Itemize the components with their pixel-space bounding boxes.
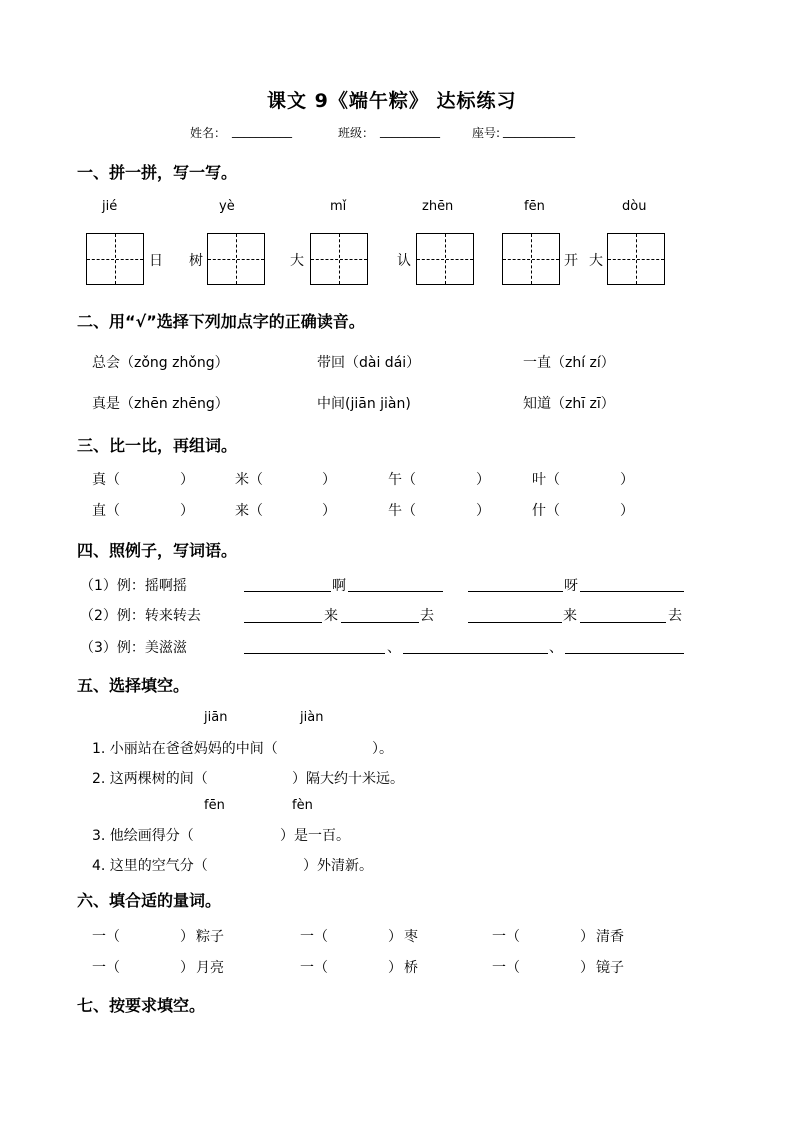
answer-blank[interactable]	[565, 653, 684, 654]
example-2: （2）例：转来转去	[80, 608, 201, 624]
pronunciation-item[interactable]: 知道（zhī zī）	[523, 396, 615, 412]
writing-box[interactable]	[310, 233, 368, 285]
question-2-end: ）隔大约十米远。	[292, 771, 404, 787]
question-4-end: ）外清新。	[303, 858, 373, 874]
measure-open: 一（	[92, 929, 120, 945]
measure-noun: 粽子	[196, 929, 224, 945]
paren-close: ）	[180, 503, 194, 519]
measure-open: 一（	[492, 929, 520, 945]
separator: 、	[387, 640, 401, 656]
separator: 、	[549, 640, 563, 656]
answer-blank[interactable]	[580, 622, 666, 623]
example-3: （3）例：美滋滋	[80, 640, 187, 656]
infix-char: 去	[420, 608, 434, 624]
pinyin-label: fèn	[292, 798, 313, 813]
question-1-end: ）。	[372, 741, 393, 757]
paren-close: ）	[476, 503, 490, 519]
infix-char: 去	[668, 608, 682, 624]
seat-label: 座号:	[472, 126, 501, 140]
context-char: 树	[189, 253, 203, 269]
answer-blank[interactable]	[403, 653, 548, 654]
infix-char: 来	[563, 608, 577, 624]
measure-noun: 清香	[596, 929, 624, 945]
class-label: 班级：	[338, 126, 375, 140]
answer-blank[interactable]	[580, 591, 684, 592]
section-7-heading: 七、按要求填空。	[77, 996, 206, 1015]
measure-close: ）	[580, 960, 594, 976]
answer-blank[interactable]	[244, 591, 331, 592]
answer-blank[interactable]	[244, 622, 322, 623]
measure-open: 一（	[300, 960, 328, 976]
pronunciation-item[interactable]: 真是（zhēn zhēng）	[92, 396, 229, 412]
section-3-heading: 三、比一比，再组词。	[77, 436, 238, 455]
context-char: 大	[589, 253, 603, 269]
section-5-heading: 五、选择填空。	[77, 676, 190, 695]
pinyin-label: jié	[102, 199, 118, 214]
section-2-heading: 二、用“√”选择下列加点字的正确读音。	[77, 312, 365, 331]
section-4-heading: 四、照例子，写词语。	[77, 541, 238, 560]
class-field[interactable]: __________	[380, 124, 440, 138]
question-1: 1. 小丽站在爸爸妈妈的中间（	[92, 741, 278, 757]
writing-box[interactable]	[416, 233, 474, 285]
measure-close: ）	[388, 929, 402, 945]
infix-char: 呀	[564, 578, 578, 594]
measure-close: ）	[180, 960, 194, 976]
paren-close: ）	[180, 472, 194, 488]
compare-char: 来（	[235, 503, 263, 519]
measure-open: 一（	[92, 960, 120, 976]
section-1-heading: 一、拼一拼，写一写。	[77, 163, 238, 182]
name-label: 姓名：	[190, 126, 227, 140]
question-3: 3. 他绘画得分（	[92, 828, 194, 844]
infix-char: 啊	[332, 578, 346, 594]
measure-open: 一（	[300, 929, 328, 945]
measure-noun: 镜子	[596, 960, 624, 976]
pronunciation-item[interactable]: 中间(jiān jiàn)	[317, 396, 411, 412]
paren-close: ）	[476, 472, 490, 488]
pinyin-label: jiān	[204, 710, 228, 725]
pinyin-label: fēn	[204, 798, 225, 813]
compare-char: 米（	[235, 472, 263, 488]
compare-char: 真（	[92, 472, 120, 488]
answer-blank[interactable]	[244, 653, 385, 654]
context-char: 日	[149, 253, 163, 269]
pronunciation-item[interactable]: 带回（dài dái）	[317, 355, 421, 371]
measure-open: 一（	[492, 960, 520, 976]
compare-char: 什（	[532, 503, 560, 519]
pinyin-label: yè	[219, 199, 235, 214]
compare-char: 午（	[388, 472, 416, 488]
pinyin-label: jiàn	[300, 710, 324, 725]
page-title: 课文 9《端午粽》 达标练习	[267, 90, 517, 112]
question-4: 4. 这里的空气分（	[92, 858, 208, 874]
pinyin-label: fēn	[524, 199, 545, 214]
compare-char: 牛（	[388, 503, 416, 519]
paren-close: ）	[620, 503, 634, 519]
writing-box[interactable]	[607, 233, 665, 285]
context-char: 认	[397, 253, 411, 269]
context-char: 开	[564, 253, 578, 269]
writing-box[interactable]	[86, 233, 144, 285]
question-3-end: ）是一百。	[280, 828, 350, 844]
compare-char: 叶（	[532, 472, 560, 488]
writing-box[interactable]	[502, 233, 560, 285]
pinyin-label: mǐ	[330, 199, 347, 214]
answer-blank[interactable]	[348, 591, 443, 592]
answer-blank[interactable]	[468, 622, 562, 623]
example-1: （1）例：摇啊摇	[80, 578, 187, 594]
measure-noun: 枣	[404, 929, 418, 945]
question-2: 2. 这两棵树的间（	[92, 771, 208, 787]
paren-close: ）	[620, 472, 634, 488]
context-char: 大	[290, 253, 304, 269]
pinyin-label: dòu	[622, 199, 647, 214]
measure-close: ）	[388, 960, 402, 976]
pinyin-label: zhēn	[422, 199, 454, 214]
measure-close: ）	[580, 929, 594, 945]
section-6-heading: 六、填合适的量词。	[77, 891, 222, 910]
measure-close: ）	[180, 929, 194, 945]
seat-field[interactable]: ____________	[503, 124, 575, 138]
measure-noun: 桥	[404, 960, 418, 976]
measure-noun: 月亮	[196, 960, 224, 976]
answer-blank[interactable]	[468, 591, 563, 592]
compare-char: 直（	[92, 503, 120, 519]
name-field[interactable]: __________	[232, 124, 292, 138]
infix-char: 来	[324, 608, 338, 624]
pronunciation-item[interactable]: 一直（zhí zí）	[523, 355, 615, 371]
paren-close: ）	[322, 472, 336, 488]
answer-blank[interactable]	[341, 622, 419, 623]
writing-box[interactable]	[207, 233, 265, 285]
paren-close: ）	[322, 503, 336, 519]
pronunciation-item[interactable]: 总会（zǒng zhǒng）	[92, 355, 229, 371]
